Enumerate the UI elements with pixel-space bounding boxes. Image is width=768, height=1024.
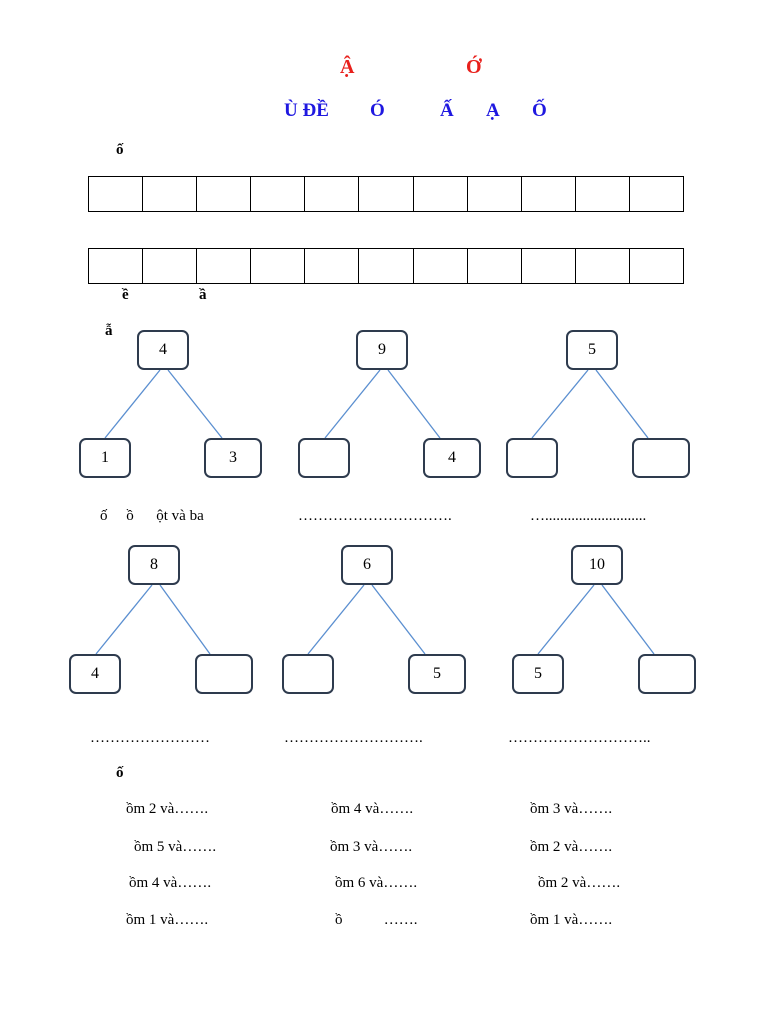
- fill-item-r1-c2[interactable]: ồm 4 và…….: [331, 801, 414, 817]
- row2-caption-3[interactable]: ………………………..: [508, 730, 651, 746]
- fill-item-r1-c1[interactable]: ồm 2 và…….: [126, 801, 209, 817]
- fill-item-r4-c3[interactable]: ồm 1 và…….: [530, 912, 613, 928]
- tree-3-left-node[interactable]: [506, 438, 558, 478]
- tree-2-left-node[interactable]: [298, 438, 350, 478]
- tree-6-top-node: 10: [571, 545, 623, 585]
- subtitle-part-5: Ố: [532, 100, 547, 121]
- fill-item-r2-c3[interactable]: ồm 2 và…….: [530, 839, 613, 855]
- tree-2-top-node: 9: [356, 330, 408, 370]
- tree-5-left-node[interactable]: [282, 654, 334, 694]
- row1-caption-1: ố ồ ột và ba: [100, 508, 204, 524]
- tree-4-right-node[interactable]: [195, 654, 253, 694]
- subtitle-part-1: Ù ĐỀ: [284, 100, 329, 121]
- row2-caption-1[interactable]: ……………………: [90, 730, 210, 746]
- title-part-1: Ậ: [340, 56, 355, 78]
- tree-5-top-node: 6: [341, 545, 393, 585]
- tree-3-top-node: 5: [566, 330, 618, 370]
- tree-6-left-node[interactable]: 5: [512, 654, 564, 694]
- subtitle-part-3: Ấ: [440, 100, 454, 121]
- row1-caption-2[interactable]: ………………………….: [298, 508, 452, 524]
- tree-1-top-node: 4: [137, 330, 189, 370]
- fill-item-r4-c1[interactable]: ồm 1 và…….: [126, 912, 209, 928]
- section-3-label: ố: [116, 765, 124, 781]
- tree-1-left-node[interactable]: 1: [79, 438, 131, 478]
- fill-item-r3-c3[interactable]: ồm 2 và…….: [538, 875, 621, 891]
- title-part-2: Ớ: [466, 56, 482, 78]
- section-1-label: ố: [116, 142, 124, 158]
- section-2-label: ẫ: [105, 323, 113, 339]
- subtitle-part-2: Ó: [370, 100, 385, 121]
- tree-4-left-node[interactable]: 4: [69, 654, 121, 694]
- tree-5-right-node[interactable]: 5: [408, 654, 466, 694]
- subtitle-part-4: Ạ: [486, 100, 500, 121]
- fill-item-r2-c2[interactable]: ồm 3 và…….: [330, 839, 413, 855]
- row1-caption-3[interactable]: …...........................: [530, 508, 647, 524]
- fill-item-r1-c3[interactable]: ồm 3 và…….: [530, 801, 613, 817]
- row2-caption-2[interactable]: ……………………….: [284, 730, 423, 746]
- tree-1-right-node[interactable]: 3: [204, 438, 262, 478]
- tree-2-right-node[interactable]: 4: [423, 438, 481, 478]
- fill-item-r4-c2[interactable]: ồ …….: [335, 912, 418, 928]
- tree-3-right-node[interactable]: [632, 438, 690, 478]
- fill-item-r3-c2[interactable]: ồm 6 và…….: [335, 875, 418, 891]
- tree-4-top-node: 8: [128, 545, 180, 585]
- fill-item-r3-c1[interactable]: ồm 4 và…….: [129, 875, 212, 891]
- tree-6-right-node[interactable]: [638, 654, 696, 694]
- grid-label-2: ầ: [199, 287, 207, 303]
- grid-label-1: ề: [122, 287, 129, 303]
- fill-item-r2-c1[interactable]: ồm 5 và…….: [134, 839, 217, 855]
